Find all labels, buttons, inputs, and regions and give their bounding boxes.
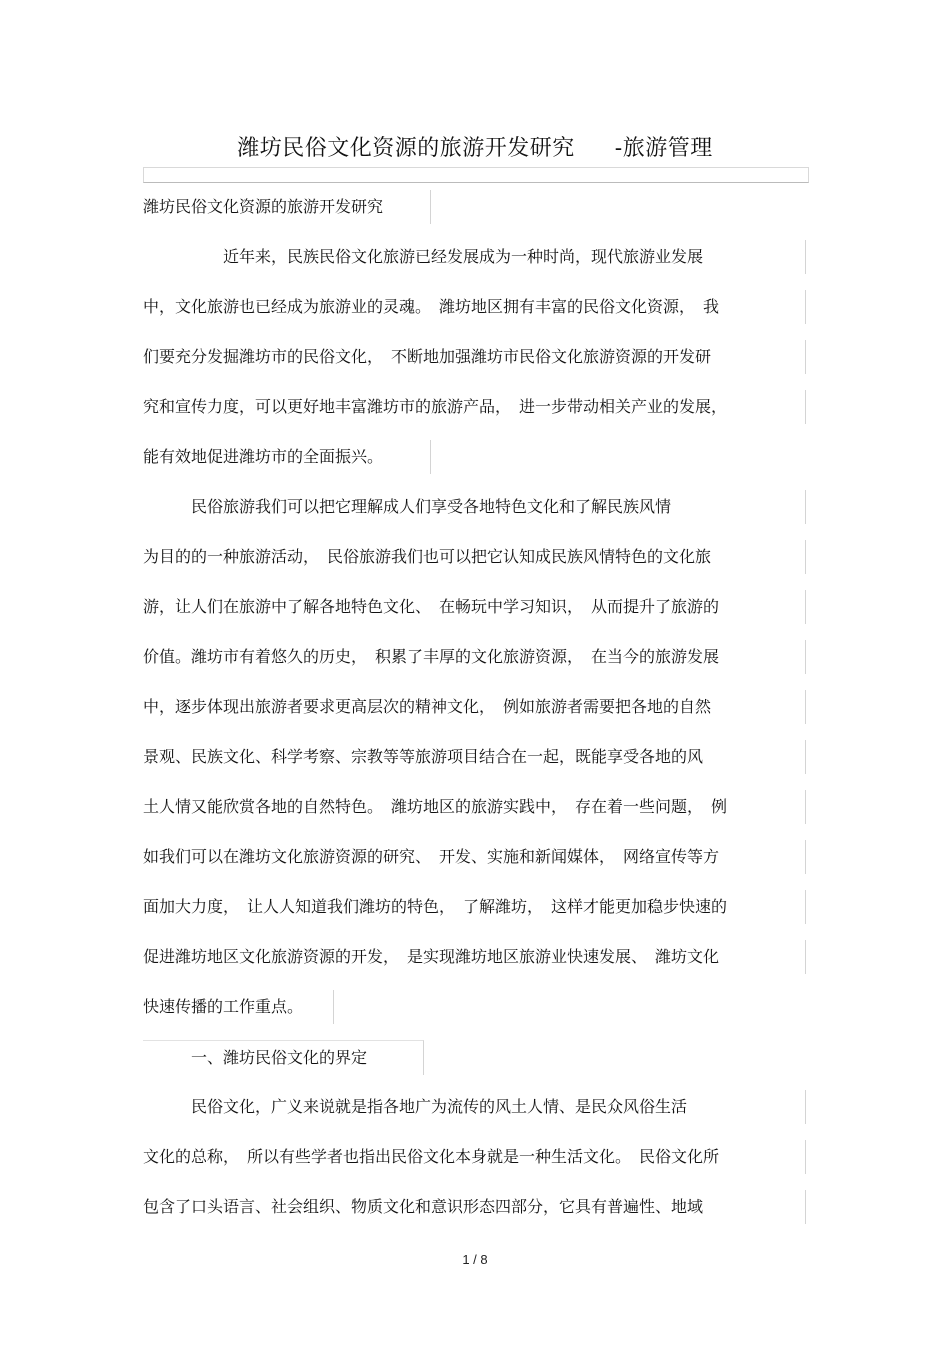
text-line: 游，让人们在旅游中了解各地特色文化、 在畅玩中学习知识， 从而提升了旅游的 [143, 590, 806, 624]
text-line: 中，文化旅游也已经成为旅游业的灵魂。 潍坊地区拥有丰富的民俗文化资源， 我 [143, 290, 806, 324]
text-line: 面加大力度， 让人人知道我们潍坊的特色， 了解潍坊， 这样才能更加稳步快速的 [143, 890, 806, 924]
text-line: 快速传播的工作重点。 [143, 990, 334, 1024]
text-line: 近年来，民族民俗文化旅游已经发展成为一种时尚，现代旅游业发展 [143, 240, 806, 274]
text-line: 能有效地促进潍坊市的全面振兴。 [143, 440, 431, 474]
text-line: 中，逐步体现出旅游者要求更高层次的精神文化， 例如旅游者需要把各地的自然 [143, 690, 806, 724]
document-subtitle: 潍坊民俗文化资源的旅游开发研究 [143, 190, 431, 224]
page-indicator: 1 / 8 [462, 1252, 488, 1267]
text-line: 民俗旅游我们可以把它理解成人们享受各地特色文化和了解民族风情 [143, 490, 806, 524]
text-line: 土人情又能欣赏各地的自然特色。 潍坊地区的旅游实践中， 存在着一些问题， 例 [143, 790, 806, 824]
document-title [0, 131, 950, 162]
text-line: 景观、民族文化、科学考察、宗教等等旅游项目结合在一起，既能享受各地的风 [143, 740, 806, 774]
title-main: 潍坊民俗文化资源的旅游开发研究 [237, 136, 575, 161]
text-line: 促进潍坊地区文化旅游资源的开发， 是实现潍坊地区旅游业快速发展、 潍坊文化 [143, 940, 806, 974]
text-line: 包含了口头语言、社会组织、物质文化和意识形态四部分，它具有普遍性、地域 [143, 1190, 806, 1224]
text-line: 们要充分发掘潍坊市的民俗文化， 不断地加强潍坊市民俗文化旅游资源的开发研 [143, 340, 806, 374]
text-line: 为目的的一种旅游活动， 民俗旅游我们也可以把它认知成民族风情特色的文化旅 [143, 540, 806, 574]
text-line: 民俗文化，广义来说就是指各地广为流传的风土人情、是民众风俗生活 [143, 1090, 806, 1124]
title-underline-box [143, 167, 809, 183]
section-heading: 一、潍坊民俗文化的界定 [143, 1040, 424, 1075]
text-line: 价值。潍坊市有着悠久的历史， 积累了丰厚的文化旅游资源， 在当今的旅游发展 [143, 640, 806, 674]
title-suffix: -旅游管理 [614, 136, 713, 161]
text-line: 究和宣传力度，可以更好地丰富潍坊市的旅游产品， 进一步带动相关产业的发展， [143, 390, 806, 424]
text-line: 文化的总称， 所以有些学者也指出民俗文化本身就是一种生活文化。 民俗文化所 [143, 1140, 806, 1174]
text-line: 如我们可以在潍坊文化旅游资源的研究、 开发、实施和新闻媒体， 网络宣传等方 [143, 840, 806, 874]
